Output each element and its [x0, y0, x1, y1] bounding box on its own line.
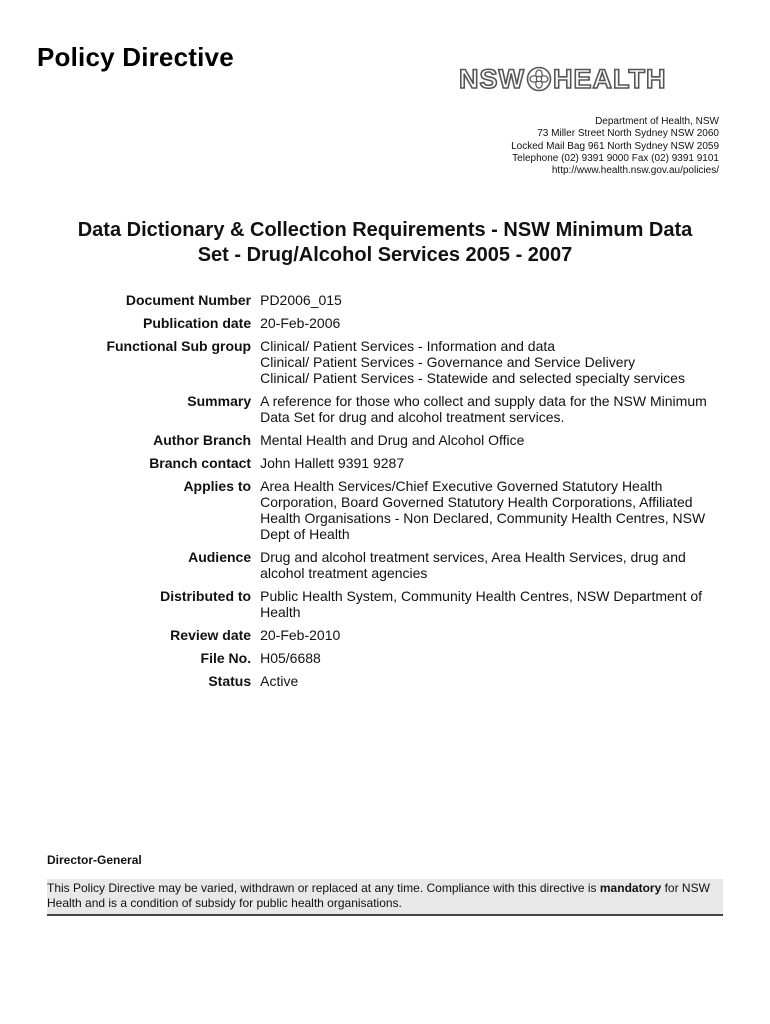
meta-value-line: Clinical/ Patient Services - Governance and Service Delivery [260, 354, 636, 370]
meta-row-author-branch [60, 432, 740, 455]
logo-text-health: HEALTH [553, 63, 667, 94]
meta-label: Publication date [142, 315, 252, 331]
meta-value [260, 588, 740, 627]
document-title [40, 218, 730, 268]
meta-label: Branch contact [149, 455, 252, 471]
meta-label: File No. [200, 650, 252, 666]
meta-value-line: John Hallett 9391 9287 [260, 455, 405, 471]
compliance-text: for NSW Health and is a condition of subsidy for public health organisations. [47, 881, 710, 910]
meta-value-line: H05/6688 [260, 650, 321, 666]
document-title-line: Set - Drug/Alcohol Services 2005 - 2007 [197, 244, 573, 266]
meta-value-line: Clinical/ Patient Services - Information and data [260, 338, 556, 354]
meta-value-line: Data Set for drug and alcohol treatment services. [260, 409, 565, 425]
meta-value-line: Dept of Health [260, 526, 350, 542]
meta-value [260, 455, 740, 478]
meta-value-line: Health [260, 604, 301, 620]
meta-value-line: Area Health Services/Chief Executive Governed Statutory Health [260, 478, 663, 494]
meta-row-distributed-to [60, 588, 740, 627]
meta-value-line: Public Health System, Community Health Centres, NSW Department of [260, 588, 703, 604]
meta-row-review-date [60, 627, 740, 650]
compliance-emphasis: mandatory [599, 881, 662, 895]
meta-label: Functional Sub group [106, 338, 252, 354]
department-address-block [511, 116, 719, 177]
document-metadata-table [60, 292, 740, 696]
address-line: Telephone (02) 9391 9000 Fax (02) 9391 9101 [512, 152, 719, 164]
meta-row-status [60, 673, 740, 696]
meta-value-line: Active [260, 673, 299, 689]
meta-value [260, 673, 740, 696]
meta-value-line: Health Organisations - Non Declared, Community Health Centres, NSW [260, 510, 706, 526]
address-line: Locked Mail Bag 961 North Sydney NSW 2059 [511, 140, 719, 152]
meta-value [260, 393, 740, 432]
meta-row-functional-sub-group [60, 338, 740, 393]
page-title: Policy Directive [37, 42, 234, 72]
meta-value-line: 20-Feb-2010 [260, 627, 341, 643]
meta-value-line: Drug and alcohol treatment services, Area Health Services, drug and [260, 549, 686, 565]
meta-row-audience [60, 549, 740, 588]
meta-label: Audience [188, 549, 252, 565]
meta-label: Summary [187, 393, 252, 409]
meta-row-branch-contact [60, 455, 740, 478]
meta-value-line: Corporation, Board Governed Statutory Health Corporations, Affiliated [260, 494, 693, 510]
meta-label: Review date [170, 627, 252, 643]
meta-value [260, 292, 740, 315]
compliance-text: This Policy Directive may be varied, withdrawn or replaced at any time. Compliance with this directive is [47, 881, 600, 895]
meta-value-line: alcohol treatment agencies [260, 565, 428, 581]
meta-value [260, 627, 740, 650]
meta-value-line: Clinical/ Patient Services - Statewide and selected specialty services [260, 370, 685, 386]
meta-label: Distributed to [160, 588, 252, 604]
meta-row-document-number [60, 292, 740, 315]
meta-value-line: 20-Feb-2006 [260, 315, 341, 331]
address-url: http://www.health.nsw.gov.au/policies/ [551, 165, 719, 177]
meta-value [260, 432, 740, 455]
address-line: 73 Miller Street North Sydney NSW 2060 [537, 128, 719, 140]
meta-label: Author Branch [153, 432, 252, 448]
compliance-notice [47, 879, 723, 916]
nsw-health-logo [459, 64, 719, 94]
waratah-crest-icon [526, 66, 552, 92]
meta-row-summary [60, 393, 740, 432]
meta-value-line: A reference for those who collect and supply data for the NSW Minimum [260, 393, 707, 409]
meta-row-file-no [60, 650, 740, 673]
meta-row-publication-date [60, 315, 740, 338]
director-general-label: Director-General [47, 853, 142, 867]
meta-value-line: PD2006_015 [260, 292, 342, 308]
meta-value [260, 315, 740, 338]
document-title-line: Data Dictionary & Collection Requirements - NSW Minimum Data [77, 219, 693, 241]
address-line: Department of Health, NSW [595, 116, 719, 127]
meta-value [260, 650, 740, 673]
meta-row-applies-to [60, 478, 740, 549]
logo-text-nsw: NSW [459, 63, 525, 94]
meta-label: Status [208, 673, 252, 689]
meta-value-line: Mental Health and Drug and Alcohol Office [260, 432, 525, 448]
meta-value [260, 549, 740, 588]
meta-label: Applies to [183, 478, 252, 494]
meta-value [260, 338, 740, 393]
meta-value [260, 478, 740, 549]
meta-label: Document Number [125, 292, 252, 308]
